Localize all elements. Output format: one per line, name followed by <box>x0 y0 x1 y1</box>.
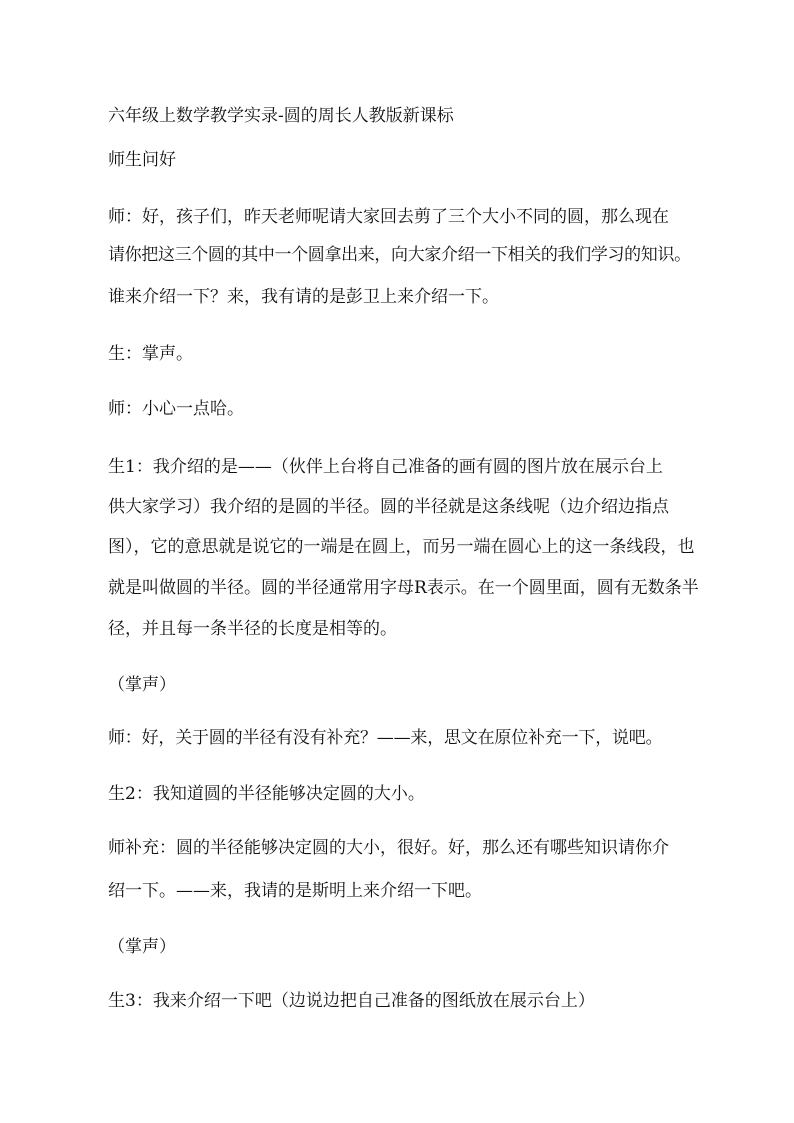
text-line: 生2：我知道圆的半径能够决定圆的大小。 <box>108 784 425 804</box>
document-title: 六年级上数学教学实录-圆的周长人教版新课标 <box>108 106 454 126</box>
text-line: 师：好，关于圆的半径有没有补充？——来，思文在原位补充一下，说吧。 <box>108 728 663 748</box>
text-line: 生：掌声。 <box>108 344 193 364</box>
text-line: 就是叫做圆的半径。圆的半径通常用字母R表示。在一个圆里面，圆有无数条半 <box>108 578 699 598</box>
document-subtitle: 师生问好 <box>108 150 176 170</box>
text-line: 图），它的意思就是说它的一端是在圆上，而另一端在圆心上的这一条线段，也 <box>108 537 695 557</box>
text-line: 径，并且每一条半径的长度是相等的。 <box>108 619 397 639</box>
text-line: （掌声） <box>108 675 176 695</box>
text-line: 师：好，孩子们，昨天老师呢请大家回去剪了三个大小不同的圆，那么现在 <box>108 207 669 227</box>
text-line: 绍一下。——来，我请的是斯明上来介绍一下吧。 <box>108 881 482 901</box>
text-line: 请你把这三个圆的其中一个圆拿出来，向大家介绍一下相关的我们学习的知识。 <box>108 245 691 265</box>
text-line: 生1：我介绍的是——（伙伴上台将自己准备的画有圆的图片放在展示台上 <box>108 457 663 477</box>
text-line: 谁来介绍一下？来，我有请的是彭卫上来介绍一下。 <box>108 287 499 307</box>
text-line: 生3：我来介绍一下吧（边说边把自己准备的图纸放在展示台上） <box>108 991 595 1011</box>
text-line: 师补充：圆的半径能够决定圆的大小，很好。好，那么还有哪些知识请你介 <box>108 838 669 858</box>
text-line: 师：小心一点哈。 <box>108 399 244 419</box>
text-line: （掌声） <box>108 937 176 957</box>
text-line: 供大家学习）我介绍的是圆的半径。圆的半径就是这条线呢（边介绍边指点 <box>108 497 669 517</box>
